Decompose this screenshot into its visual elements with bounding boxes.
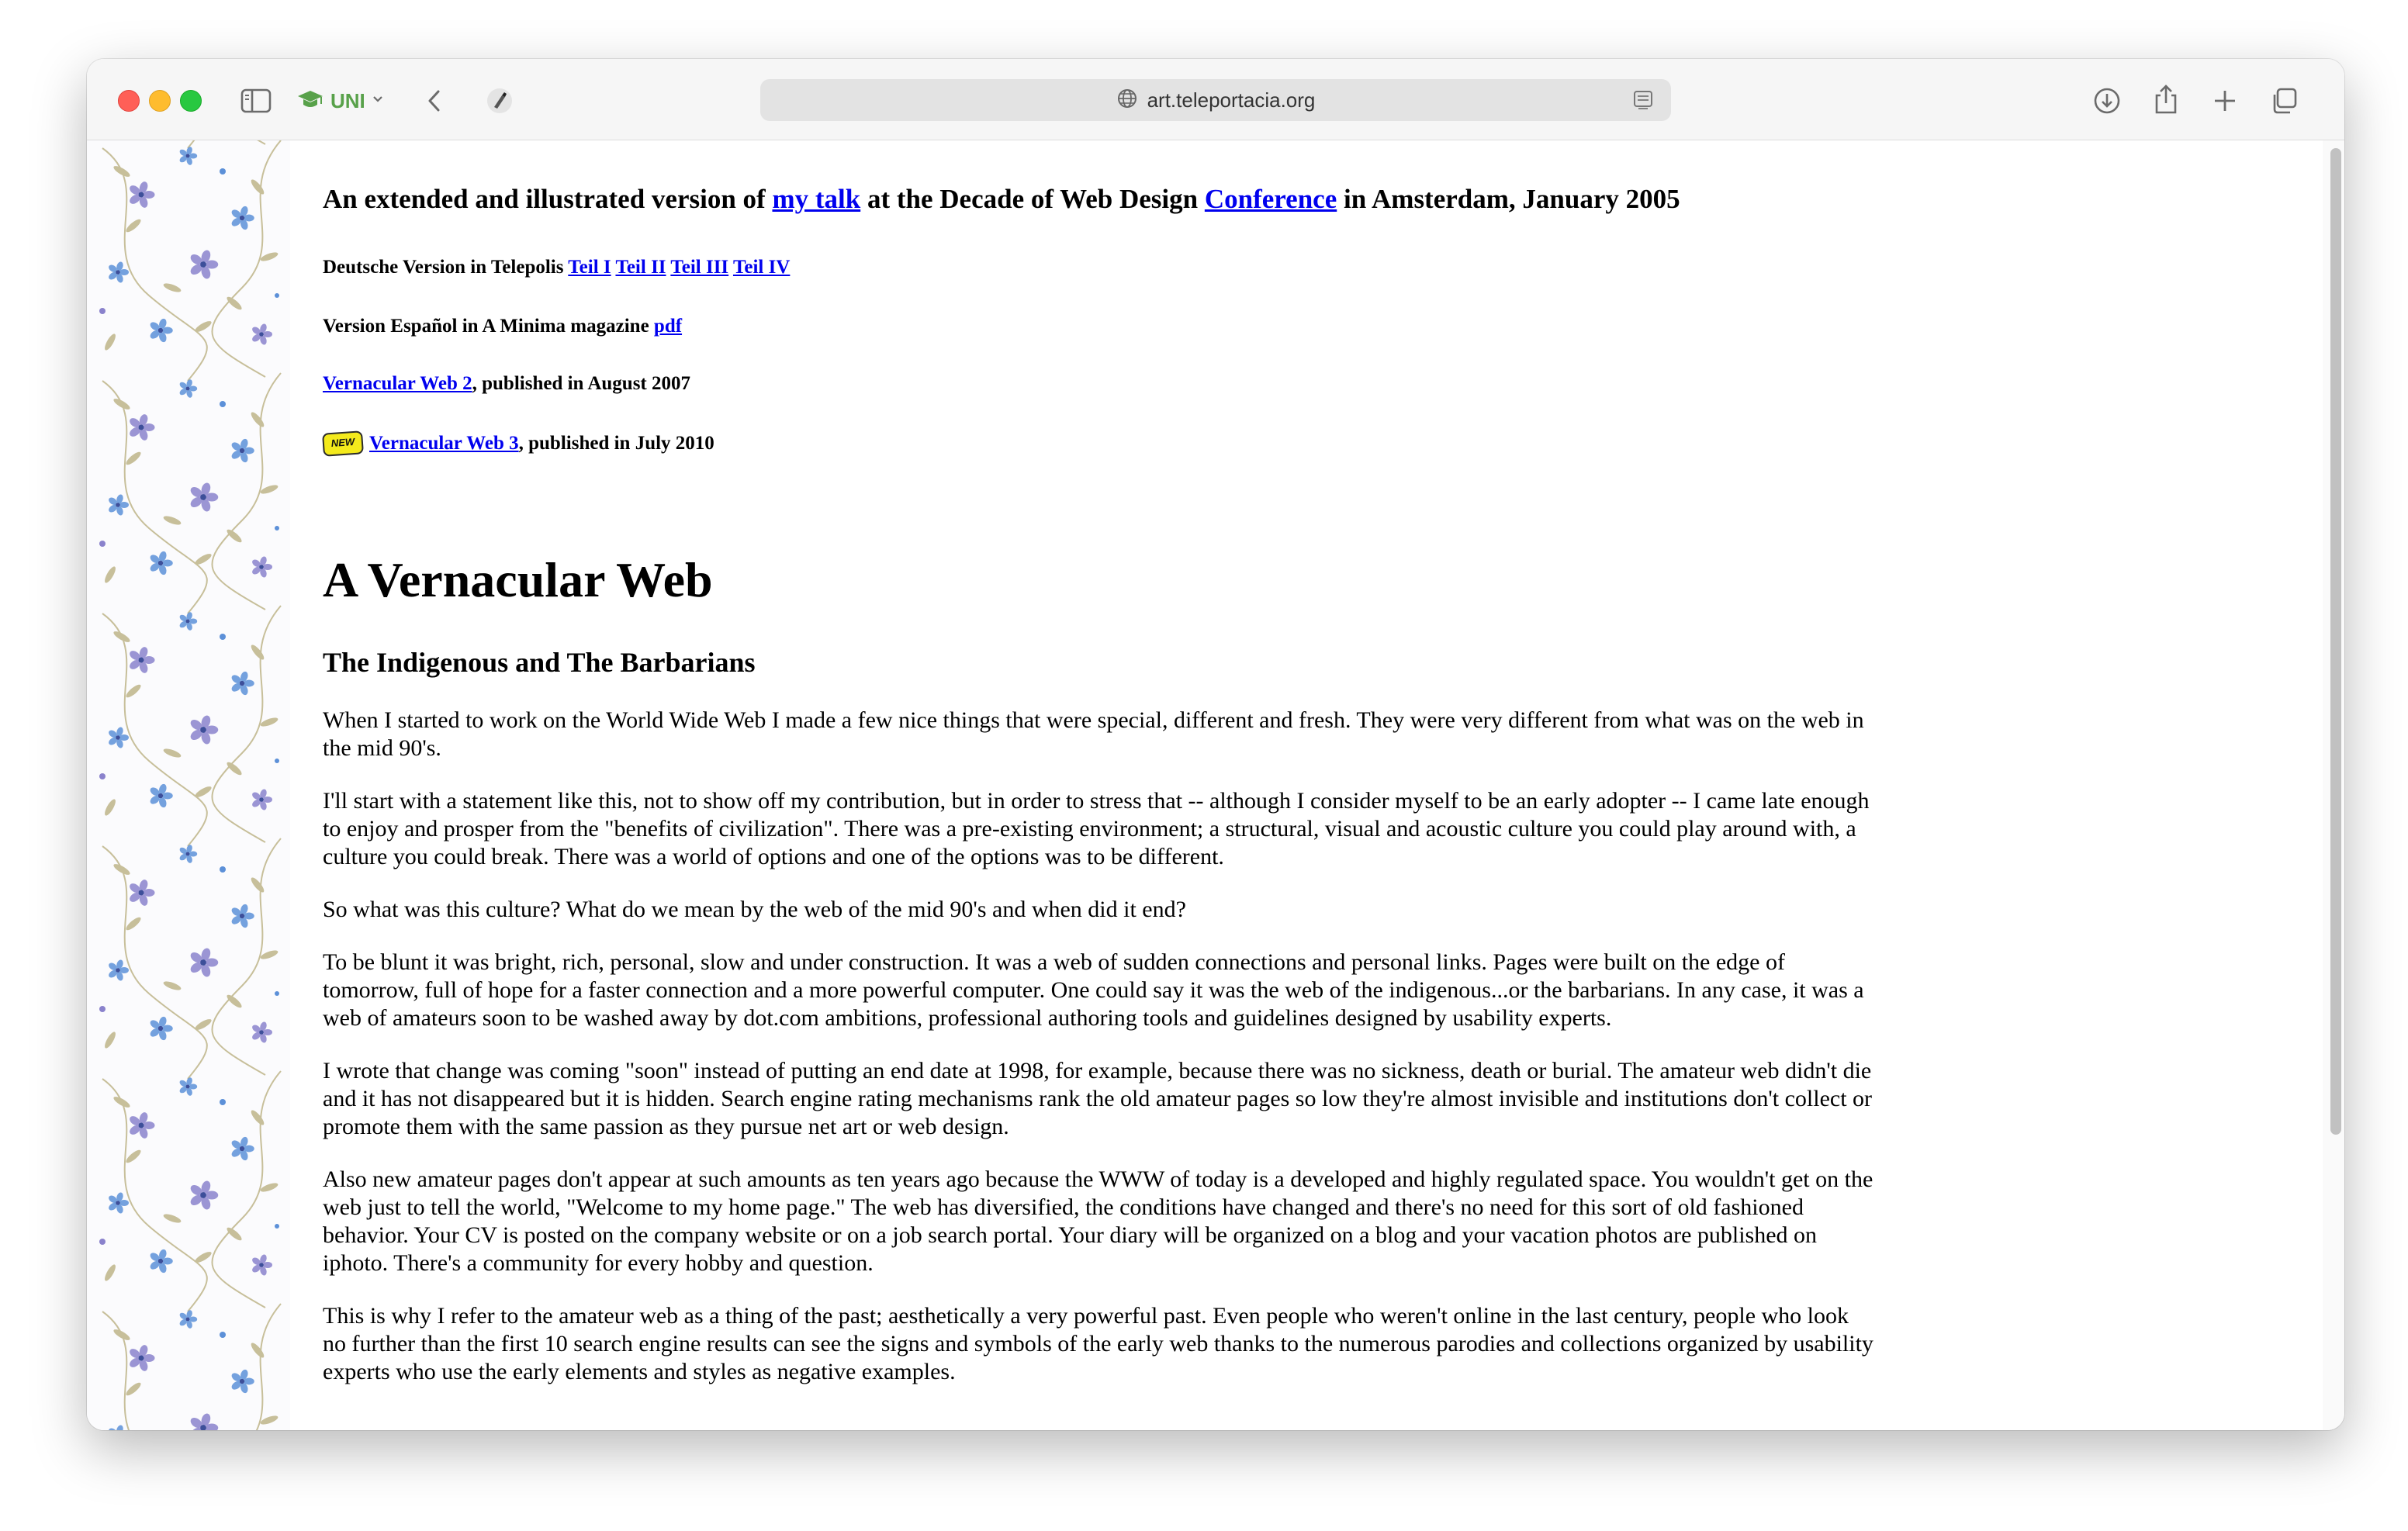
url-text: art.teleportacia.org [1147,88,1316,112]
teil-3-link[interactable]: Teil III [670,257,729,278]
profile-switcher[interactable] [296,87,384,115]
back-arrow-icon[interactable] [420,85,448,116]
download-icon[interactable] [2090,84,2124,118]
graduation-cap-icon [296,88,324,114]
profile-label: UNI [330,88,365,112]
vernacular-web-3-date: , published in July 2010 [518,433,714,454]
chevron-down-icon [372,94,384,108]
spanish-version-line [323,316,682,337]
paragraph: I'll start with a statement like this, not to show off my contribution, but in order to stress that -- although I consider myself to be an early adopter -- I came late enough to enjoy and prosper from the "benefits of civilization". There was a pre-existing environment; a structural, visual and acoustic culture you could play around with, a culture you could break. There was a world of options and one of the options was to be different. [323,788,1870,869]
scrollbar-thumb[interactable] [2330,148,2341,1135]
close-window-button[interactable] [118,90,140,112]
intro-heading-text: in Amsterdam, January 2005 [1337,184,1680,214]
tabs-overview-icon[interactable] [2267,84,2301,118]
teil-1-link[interactable]: Teil I [568,257,611,278]
teil-4-link[interactable]: Teil IV [732,257,791,278]
german-version-line [323,257,790,278]
browser-toolbar [87,59,2344,140]
page-title: A Vernacular Web [323,552,713,607]
article-body [323,707,1877,1411]
extension-icon[interactable] [484,85,515,116]
paragraph: So what was this culture? What do we mean by the web of the mid 90's and when did it end? [323,897,1186,922]
vernacular-web-3-link[interactable]: Vernacular Web 3 [369,433,519,454]
spanish-version-label: Version Español in A Minima magazine [323,316,654,337]
new-badge: NEW [322,430,364,457]
vernacular-web-2-line [323,373,690,395]
paragraph: When I started to work on the World Wide Web I made a few nice things that were special, different and fresh. They were very different from what was on the web in the mid 90's. [323,707,1864,761]
paragraph: Also new amateur pages don't appear at such amounts as ten years ago because the WWW of today is a developed and highly regulated space. You wouldn't get on the web just to tell the world, "Welcome to my home page." The web has diversified, the conditions have changed and there's no need for this sort of old fashioned behavior. Your CV is posted on the company website or on a job search portal. Your diary will be organized on a blog and your vacation photos are published on iphoto. There's a community for every hobby and question. [323,1166,1873,1276]
browser-window [87,59,2344,1430]
address-bar[interactable] [760,79,1671,121]
minimize-window-button[interactable] [149,90,171,112]
floral-background [87,140,290,1430]
floral-pattern [87,140,290,1430]
pdf-link[interactable]: pdf [653,316,683,337]
intro-heading [323,184,1680,215]
paragraph: I wrote that change was coming "soon" instead of putting an end date at 1998, for example, because there was no sickness, death or burial. The amateur web didn't die and it has not disappeared but it is hidden. Search engine rating mechanisms rank the old amateur pages so low they're almost invisible and institutions don't collect or promote them with the same passion as they pursue net art or web design. [323,1058,1873,1139]
reader-icon[interactable] [1632,89,1654,115]
sidebar-icon[interactable] [239,85,273,116]
intro-heading-text: An extended and illustrated version of [323,184,773,214]
vernacular-web-3-line [323,432,714,455]
page-content [87,140,2344,1430]
intro-heading-text: at the Decade of Web Design [860,184,1205,214]
share-icon[interactable] [2149,81,2183,118]
teil-2-link[interactable]: Teil II [615,257,666,278]
conference-link[interactable]: Conference [1204,184,1337,214]
zoom-window-button[interactable] [180,90,202,112]
paragraph: This is why I refer to the amateur web as a thing of the past; aesthetically a very powerful past. Even people who weren't online in the last century, people who look no further than the first 10 search engine results can see the signs and symbols of the early web thanks to the numerous parodies and collections organized by usability experts who use the early elements and styles as negative examples. [323,1303,1873,1384]
my-talk-link[interactable]: my talk [772,184,861,214]
paragraph: To be blunt it was bright, rich, personal, slow and under construction. It was a web of sudden connections and personal links. Pages were built on the edge of tomorrow, full of hope for a faster connection and a more powerful computer. One could say it was the web of the indigenous...or the barbarians. In any case, it was a web of amateurs soon to be washed away by dot.com ambitions, professional authoring tools and guidelines designed by usability experts. [323,949,1864,1031]
new-tab-icon[interactable] [2209,85,2240,116]
globe-icon [1116,88,1138,113]
page-subtitle: The Indigenous and The Barbarians [323,647,756,678]
vernacular-web-2-link[interactable]: Vernacular Web 2 [323,373,472,394]
german-version-label: Deutsche Version in Telepolis [323,257,569,278]
vernacular-web-2-date: , published in August 2007 [472,373,690,394]
scrollbar[interactable] [2323,140,2344,1430]
